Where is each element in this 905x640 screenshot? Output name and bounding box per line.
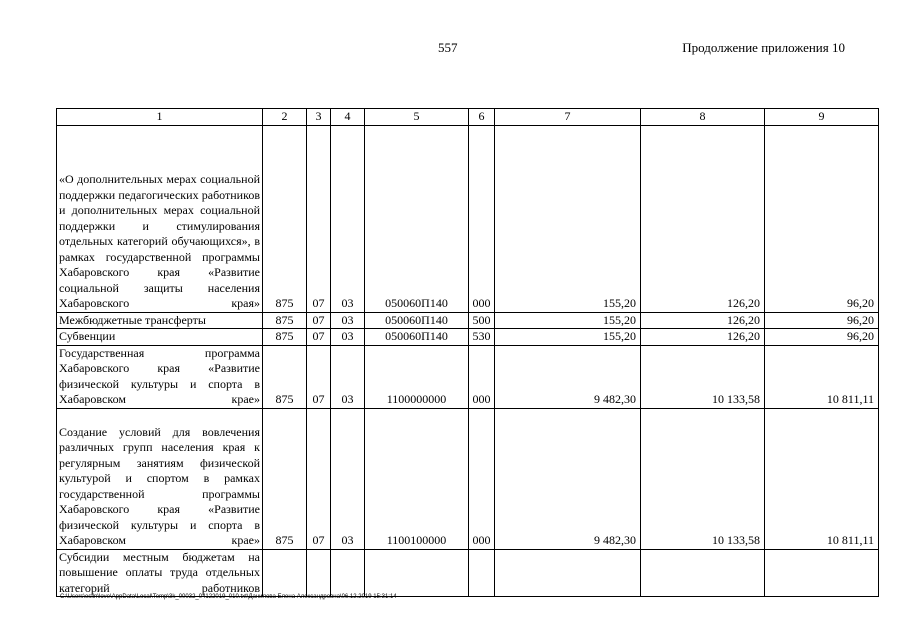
cell-grbs: 875 (263, 345, 307, 408)
cell-amount-1 (495, 549, 641, 597)
cell-amount-3: 10 811,11 (765, 408, 879, 549)
cell-grbs (263, 549, 307, 597)
row-description: «О дополнительных мерах социальной поддержки педагогических работников и дополнительных мерах социальной поддержки и стимулирования отдельных категорий обучающихся», в рамках государственной программы Хабаровского края «Развитие социальной защиты населения Хабаровского края» (57, 125, 263, 312)
column-number-row (57, 109, 879, 126)
cell-subsection: 03 (331, 312, 365, 329)
cell-subsection (331, 549, 365, 597)
cell-target-code (365, 549, 469, 597)
column-header: 2 (263, 109, 307, 126)
column-header: 9 (765, 109, 879, 126)
row-description: Субвенции (57, 329, 263, 346)
row-description: Межбюджетные трансферты (57, 312, 263, 329)
table-row (57, 549, 879, 597)
cell-section: 07 (307, 312, 331, 329)
cell-expense-type: 000 (469, 345, 495, 408)
appendix-continuation-note: Продолжение приложения 10 (682, 40, 845, 55)
cell-expense-type (469, 549, 495, 597)
table-row (57, 125, 879, 312)
cell-grbs: 875 (263, 125, 307, 312)
table-row (57, 345, 879, 408)
footer-file-path: C:\Users\eslin\love\AppData\Local\Temp\3k_00032_04122019_010.txt\Данилова Елена Александровна\06.12.2019 15:31:14 (60, 594, 397, 600)
cell-grbs: 875 (263, 408, 307, 549)
cell-target-code: 050060П140 (365, 329, 469, 346)
cell-amount-2: 126,20 (641, 125, 765, 312)
cell-subsection: 03 (331, 408, 365, 549)
cell-section: 07 (307, 408, 331, 549)
cell-amount-3: 10 811,11 (765, 345, 879, 408)
cell-section: 07 (307, 329, 331, 346)
row-description: Создание условий для вовлечения различных групп населения края к регулярным занятиям физической культурой и спортом в рамках государственной программы Хабаровского края «Развитие физической культуры и спорта в Хабаровском крае» (57, 408, 263, 549)
budget-table (56, 108, 879, 597)
cell-amount-2 (641, 549, 765, 597)
cell-amount-2: 126,20 (641, 329, 765, 346)
cell-target-code: 050060П140 (365, 125, 469, 312)
cell-amount-3: 96,20 (765, 312, 879, 329)
cell-amount-1: 155,20 (495, 125, 641, 312)
cell-target-code: 1100000000 (365, 345, 469, 408)
cell-target-code: 1100100000 (365, 408, 469, 549)
cell-section: 07 (307, 345, 331, 408)
cell-expense-type: 500 (469, 312, 495, 329)
cell-amount-2: 10 133,58 (641, 345, 765, 408)
column-header: 5 (365, 109, 469, 126)
row-description: Государственная программа Хабаровского края «Развитие физической культуры и спорта в Хабаровском крае» (57, 345, 263, 408)
table-row (57, 329, 879, 346)
cell-amount-2: 10 133,58 (641, 408, 765, 549)
cell-section: 07 (307, 125, 331, 312)
cell-amount-1: 9 482,30 (495, 408, 641, 549)
cell-amount-3: 96,20 (765, 329, 879, 346)
cell-subsection: 03 (331, 329, 365, 346)
column-header: 7 (495, 109, 641, 126)
column-header: 1 (57, 109, 263, 126)
cell-target-code: 050060П140 (365, 312, 469, 329)
page-number: 557 (438, 40, 458, 55)
cell-grbs: 875 (263, 312, 307, 329)
column-header: 6 (469, 109, 495, 126)
cell-grbs: 875 (263, 329, 307, 346)
table-row (57, 312, 879, 329)
column-header: 8 (641, 109, 765, 126)
row-description: Субсидии местным бюджетам на повышение оплаты труда отдельных категорий работников (57, 549, 263, 597)
cell-amount-3: 96,20 (765, 125, 879, 312)
column-header: 3 (307, 109, 331, 126)
cell-amount-3 (765, 549, 879, 597)
cell-expense-type: 000 (469, 125, 495, 312)
cell-amount-1: 155,20 (495, 329, 641, 346)
column-header: 4 (331, 109, 365, 126)
cell-subsection: 03 (331, 345, 365, 408)
cell-subsection: 03 (331, 125, 365, 312)
cell-amount-2: 126,20 (641, 312, 765, 329)
cell-section (307, 549, 331, 597)
cell-expense-type: 000 (469, 408, 495, 549)
table-row (57, 408, 879, 549)
cell-expense-type: 530 (469, 329, 495, 346)
cell-amount-1: 155,20 (495, 312, 641, 329)
cell-amount-1: 9 482,30 (495, 345, 641, 408)
